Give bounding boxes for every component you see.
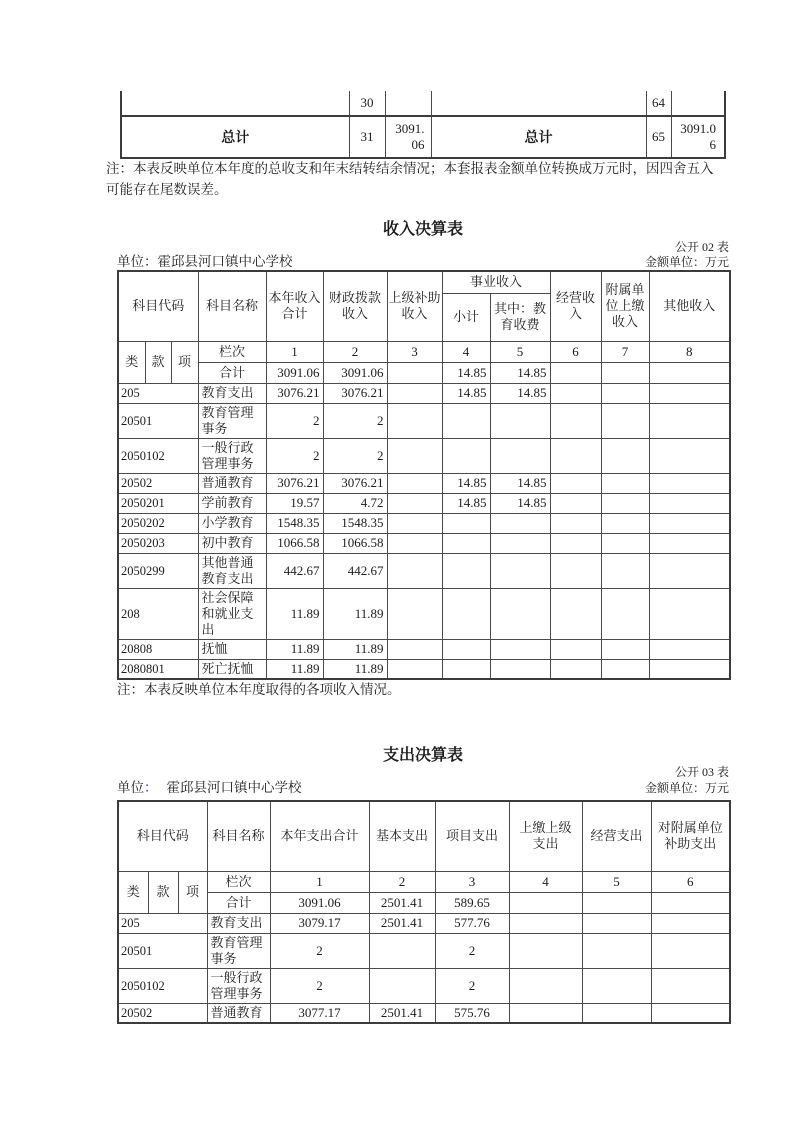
value-cell: [550, 383, 601, 403]
value-cell: [550, 513, 601, 533]
value-cell: 14.85: [442, 493, 490, 513]
col-number: 3: [435, 871, 509, 892]
value-cell: 2: [323, 403, 387, 438]
value-cell: 442.67: [323, 553, 387, 588]
value-cell: [490, 639, 550, 659]
value-cell: 3076.21: [323, 383, 387, 403]
value-cell: [509, 1003, 582, 1023]
col-number: 3: [387, 341, 442, 362]
value-cell: [550, 639, 601, 659]
value-cell: 11.89: [266, 639, 323, 659]
value-cell: [582, 933, 651, 968]
value-cell: [442, 659, 490, 679]
value-cell: [651, 913, 730, 933]
value-cell: 3091.06: [270, 892, 369, 913]
line-no-cell: 30: [349, 91, 385, 116]
value-cell: [651, 892, 730, 913]
code-cell: 20502: [118, 1003, 207, 1023]
col-header: 上级补助收入: [387, 271, 442, 341]
col-number: 2: [323, 341, 387, 362]
value-cell: 14.85: [490, 362, 550, 383]
unit-colon: ：: [144, 780, 158, 795]
value-cell: 2: [270, 968, 369, 1003]
total-row: [118, 892, 730, 913]
col-header: 经营支出: [582, 801, 651, 871]
value-cell: [601, 533, 649, 553]
col-header: 科目代码: [118, 271, 198, 341]
value-cell: 14.85: [442, 362, 490, 383]
name-cell: 初中教育: [198, 533, 266, 553]
value-cell: [442, 533, 490, 553]
col-number: 2: [369, 871, 435, 892]
total-label: 合计: [198, 362, 266, 383]
value-cell: [387, 513, 442, 533]
value-cell: [387, 403, 442, 438]
unit-name: 单位：霍邱县河口镇中心学校: [117, 254, 293, 269]
value-cell: [649, 403, 730, 438]
code-cell: 20502: [118, 473, 198, 493]
value-cell: 1066.58: [323, 533, 387, 553]
value-cell: [387, 588, 442, 639]
value-cell: [490, 588, 550, 639]
total-row: [118, 362, 730, 383]
value-cell: [601, 362, 649, 383]
value-cell: [601, 493, 649, 513]
value-cell: [601, 513, 649, 533]
value-cell: [649, 362, 730, 383]
value-cell: 589.65: [435, 892, 509, 913]
amount-cell: [385, 91, 431, 116]
table-row: [118, 533, 730, 553]
name-cell: 教育管理事务: [207, 933, 270, 968]
value-cell: [651, 1003, 730, 1023]
name-cell: 教育管理事务: [198, 403, 266, 438]
amount-unit-label: 金额单位：万元: [644, 255, 729, 269]
name-cell: 学前教育: [198, 493, 266, 513]
value-cell: 2: [323, 438, 387, 473]
code-cell: 2050201: [118, 493, 198, 513]
col-number: 1: [266, 341, 323, 362]
value-cell: 3091.06: [323, 362, 387, 383]
value-cell: [550, 553, 601, 588]
col-header: 栏次: [198, 341, 266, 362]
income-table: [117, 270, 731, 680]
value-cell: 2: [270, 933, 369, 968]
col-header: 财政拨款收入: [323, 271, 387, 341]
table-row: [118, 403, 730, 438]
code-cell: 20501: [118, 403, 198, 438]
value-cell: [550, 438, 601, 473]
col-number: 6: [651, 871, 730, 892]
expense-table-number: 公开 03 表: [674, 765, 729, 779]
value-cell: [442, 553, 490, 588]
value-cell: [387, 659, 442, 679]
col-header: 上缴上级支出: [509, 801, 582, 871]
col-header: 栏次: [207, 871, 270, 892]
col-number: 6: [550, 341, 601, 362]
table-row: [118, 473, 730, 493]
value-cell: [369, 933, 435, 968]
value-cell: 11.89: [323, 639, 387, 659]
income-note: 注：本表反映单位本年度取得的各项收入情况。: [117, 682, 401, 697]
value-cell: [509, 968, 582, 1003]
code-cell: 2050202: [118, 513, 198, 533]
value-cell: [651, 933, 730, 968]
value-cell: 2501.41: [369, 913, 435, 933]
col-header: 其中：教育收费: [490, 293, 550, 341]
code-cell: 2050102: [118, 968, 207, 1003]
name-cell: 一般行政管理事务: [198, 438, 266, 473]
value-cell: [601, 553, 649, 588]
value-cell: [490, 659, 550, 679]
value-cell: [387, 473, 442, 493]
value-cell: [601, 438, 649, 473]
name-cell: 死亡抚恤: [198, 659, 266, 679]
value-cell: 1548.35: [266, 513, 323, 533]
table-row: [118, 933, 730, 968]
value-cell: [509, 892, 582, 913]
value-cell: [369, 968, 435, 1003]
value-cell: 2501.41: [369, 892, 435, 913]
amount-cell: [671, 91, 725, 116]
col-header: 经营收入: [550, 271, 601, 341]
col-number: 5: [490, 341, 550, 362]
name-cell: 其他普通教育支出: [198, 553, 266, 588]
value-cell: [387, 493, 442, 513]
value-cell: 3077.17: [270, 1003, 369, 1023]
value-cell: 2: [435, 933, 509, 968]
value-cell: [550, 533, 601, 553]
col-header: 项: [178, 871, 207, 913]
column-number-row: [118, 871, 730, 892]
table-row: [118, 438, 730, 473]
value-cell: [582, 892, 651, 913]
value-cell: [490, 553, 550, 588]
value-cell: [649, 493, 730, 513]
col-number: 5: [582, 871, 651, 892]
value-cell: [387, 553, 442, 588]
line-no-cell: 64: [646, 91, 671, 116]
value-cell: [649, 383, 730, 403]
value-cell: [601, 588, 649, 639]
value-cell: 1548.35: [323, 513, 387, 533]
value-cell: [649, 588, 730, 639]
value-cell: [601, 383, 649, 403]
table-row: [118, 968, 730, 1003]
col-header: 其他收入: [649, 271, 730, 341]
income-title: 收入决算表: [382, 221, 463, 238]
amount-cell: 3091.06: [385, 116, 431, 158]
code-cell: 2050102: [118, 438, 198, 473]
value-cell: 14.85: [490, 493, 550, 513]
value-cell: [582, 913, 651, 933]
value-cell: [442, 403, 490, 438]
value-cell: 11.89: [266, 588, 323, 639]
col-header: 项目支出: [435, 801, 509, 871]
value-cell: [442, 513, 490, 533]
value-cell: 14.85: [490, 473, 550, 493]
col-number: 4: [509, 871, 582, 892]
value-cell: 14.85: [442, 473, 490, 493]
header-row: [118, 801, 730, 871]
unit-name: 单位： 霍邱县河口镇中心学校: [117, 780, 302, 795]
col-header: 类: [118, 871, 148, 913]
value-cell: [649, 659, 730, 679]
line-no-cell: 65: [646, 116, 671, 158]
expense-title: 支出决算表: [382, 747, 463, 764]
table-row: [121, 116, 725, 158]
value-cell: [550, 473, 601, 493]
value-cell: 575.76: [435, 1003, 509, 1023]
col-header: 本年收入合计: [266, 271, 323, 341]
table-row: [118, 493, 730, 513]
value-cell: [387, 383, 442, 403]
value-cell: 2: [266, 403, 323, 438]
value-cell: 3076.21: [323, 473, 387, 493]
col-header: 款: [145, 341, 171, 383]
value-cell: [649, 438, 730, 473]
value-cell: [601, 403, 649, 438]
code-cell: 205: [118, 913, 207, 933]
col-header: 本年支出合计: [270, 801, 369, 871]
code-cell: 20808: [118, 639, 198, 659]
expense-table: [117, 800, 731, 1024]
value-cell: [442, 588, 490, 639]
value-cell: [601, 639, 649, 659]
value-cell: [649, 473, 730, 493]
income-unit-line: [117, 250, 729, 270]
table-row: [118, 639, 730, 659]
item-cell: [121, 91, 349, 116]
code-cell: 2050203: [118, 533, 198, 553]
col-header: 类: [118, 341, 145, 383]
amount-cell: 3091.06: [671, 116, 725, 158]
income-table-number: 公开 02 表: [674, 240, 729, 254]
table-row: [118, 659, 730, 679]
col-header-group: 事业收入: [442, 271, 550, 293]
col-header: 附属单位上缴收入: [601, 271, 649, 341]
value-cell: [601, 659, 649, 679]
code-cell: 205: [118, 383, 198, 403]
value-cell: 11.89: [323, 588, 387, 639]
value-cell: [649, 533, 730, 553]
expense-unit-line: [117, 776, 729, 796]
value-cell: 4.72: [323, 493, 387, 513]
table-row: [118, 553, 730, 588]
value-cell: 2501.41: [369, 1003, 435, 1023]
value-cell: [550, 659, 601, 679]
table-row: [118, 588, 730, 639]
value-cell: 577.76: [435, 913, 509, 933]
name-cell: 小学教育: [198, 513, 266, 533]
value-cell: 11.89: [323, 659, 387, 679]
value-cell: [582, 968, 651, 1003]
value-cell: 14.85: [490, 383, 550, 403]
value-cell: [387, 362, 442, 383]
code-cell: 2050299: [118, 553, 198, 588]
value-cell: 1066.58: [266, 533, 323, 553]
value-cell: [649, 639, 730, 659]
name-cell: 教育支出: [198, 383, 266, 403]
value-cell: 14.85: [442, 383, 490, 403]
value-cell: 442.67: [266, 553, 323, 588]
value-cell: [550, 588, 601, 639]
total-label: 合计: [207, 892, 270, 913]
col-number: 7: [601, 341, 649, 362]
col-number: 8: [649, 341, 730, 362]
table-row: [121, 91, 725, 116]
value-cell: 3079.17: [270, 913, 369, 933]
value-cell: 11.89: [266, 659, 323, 679]
grand-total-label: 总计: [121, 116, 349, 158]
value-cell: [387, 438, 442, 473]
name-cell: 普通教育: [198, 473, 266, 493]
col-header: 科目代码: [118, 801, 207, 871]
col-header: 小计: [442, 293, 490, 341]
value-cell: 3076.21: [266, 383, 323, 403]
value-cell: 2: [435, 968, 509, 1003]
col-header: 科目名称: [198, 271, 266, 341]
value-cell: [490, 403, 550, 438]
col-header: 基本支出: [369, 801, 435, 871]
table-row: [118, 913, 730, 933]
value-cell: [490, 438, 550, 473]
summary-note: 注：本表反映单位本年度的总收支和年末结转结余情况；本套报表金额单位转换成万元时，因四舍五入可能存在尾数误差。: [106, 161, 714, 197]
amount-unit-label: 金额单位：万元: [644, 781, 729, 795]
value-cell: [550, 493, 601, 513]
line-no-cell: 31: [349, 116, 385, 158]
value-cell: 3076.21: [266, 473, 323, 493]
name-cell: 社会保障和就业支出: [198, 588, 266, 639]
table-row: [118, 383, 730, 403]
name-cell: 教育支出: [207, 913, 270, 933]
col-header: 对附属单位补助支出: [651, 801, 730, 871]
value-cell: [442, 639, 490, 659]
value-cell: [550, 403, 601, 438]
name-cell: 抚恤: [198, 639, 266, 659]
code-cell: 20501: [118, 933, 207, 968]
header-row: [118, 271, 730, 293]
value-cell: [651, 968, 730, 1003]
value-cell: [550, 362, 601, 383]
value-cell: [490, 533, 550, 553]
table-row: [118, 513, 730, 533]
column-number-row: [118, 341, 730, 362]
value-cell: 19.57: [266, 493, 323, 513]
col-header: 科目名称: [207, 801, 270, 871]
code-cell: 2080801: [118, 659, 198, 679]
col-header: 款: [148, 871, 178, 913]
code-cell: 208: [118, 588, 198, 639]
value-cell: [442, 438, 490, 473]
value-cell: [649, 553, 730, 588]
col-header: 项: [171, 341, 198, 383]
table-row: [118, 1003, 730, 1023]
value-cell: [387, 639, 442, 659]
value-cell: 2: [266, 438, 323, 473]
value-cell: [509, 933, 582, 968]
col-number: 1: [270, 871, 369, 892]
value-cell: [582, 1003, 651, 1023]
item-cell: [431, 91, 646, 116]
name-cell: 一般行政管理事务: [207, 968, 270, 1003]
summary-table: [120, 91, 726, 159]
value-cell: 3091.06: [266, 362, 323, 383]
grand-total-label: 总计: [431, 116, 646, 158]
value-cell: [387, 533, 442, 553]
value-cell: [509, 913, 582, 933]
name-cell: 普通教育: [207, 1003, 270, 1023]
value-cell: [490, 513, 550, 533]
value-cell: [601, 473, 649, 493]
value-cell: [649, 513, 730, 533]
col-number: 4: [442, 341, 490, 362]
